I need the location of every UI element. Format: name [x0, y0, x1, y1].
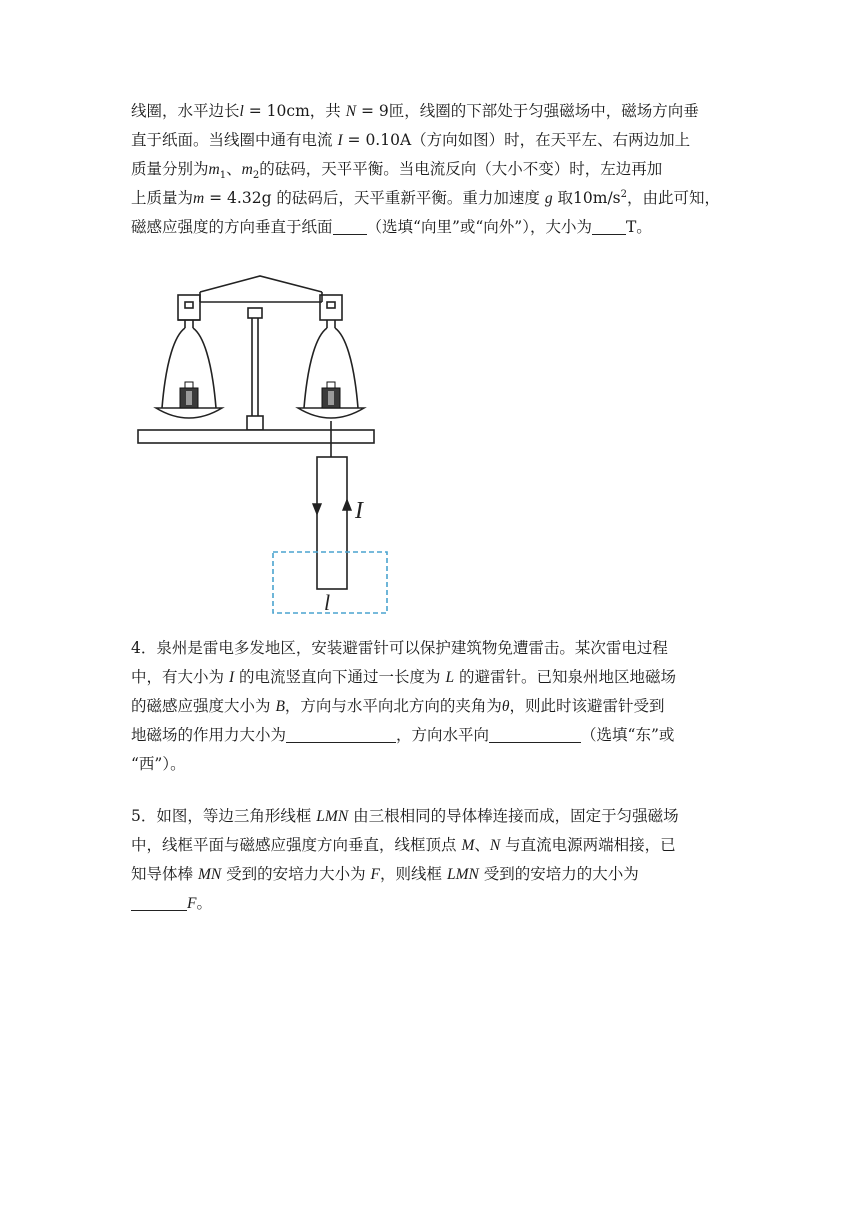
text-run: 质量分别为 — [131, 160, 209, 178]
math-symbol: N — [489, 837, 501, 854]
math-symbol: I — [228, 669, 235, 686]
text-line — [131, 126, 731, 155]
text-run: 磁感应强度的方向垂直于纸面 — [131, 218, 333, 236]
math-symbol: MN — [197, 866, 222, 883]
text-line — [131, 802, 731, 831]
text-line — [131, 213, 731, 242]
text-run: 的磁感应强度大小为 — [131, 697, 276, 715]
text-run: T。 — [625, 218, 652, 236]
question-4-text — [131, 634, 731, 779]
math-symbol: B — [275, 698, 285, 715]
answer-blank — [592, 216, 626, 235]
math-symbol: LMN — [316, 808, 349, 825]
text-line — [131, 155, 731, 184]
answer-blank — [286, 724, 396, 743]
text-line — [131, 634, 731, 663]
text-run: 、 — [226, 160, 242, 178]
answer-blank — [489, 724, 581, 743]
text-run: 受到的安培力大小为 — [221, 865, 371, 883]
right-weight — [322, 382, 340, 408]
answer-blank — [333, 216, 367, 235]
text-run: 由三根相同的导体棒连接而成，固定于匀强磁场 — [348, 807, 679, 825]
text-run: 线圈，水平边长 — [131, 102, 240, 120]
text-run: 的电流竖直向下通过一长度为 — [234, 668, 446, 686]
balance-figure — [130, 270, 390, 620]
length-label: l — [324, 590, 331, 615]
math-symbol: F — [187, 895, 197, 912]
text-run: ，则线框 — [380, 865, 447, 883]
text-run: 的砝码，天平平衡。当电流反向（大小不变）时，左边再加 — [259, 160, 663, 178]
text-line — [131, 721, 731, 750]
text-line — [131, 750, 731, 779]
subscript: 1 — [219, 170, 227, 182]
answer-blank — [131, 892, 187, 911]
text-run: = 4.32g 的砝码后，天平重新平衡。重力加速度 — [204, 189, 545, 207]
text-run: “西”）。 — [131, 755, 186, 773]
superscript: 2 — [620, 188, 628, 200]
math-symbol: L — [445, 669, 455, 686]
text-run: 中，线框平面与磁感应强度方向垂直，线框顶点 — [131, 836, 462, 854]
text-run: 取10m/s — [552, 189, 621, 207]
text-run: 中，有大小为 — [131, 668, 229, 686]
math-symbol: m — [208, 161, 220, 178]
text-line — [131, 889, 731, 918]
subscript: 2 — [252, 170, 260, 182]
text-line — [131, 831, 731, 860]
text-run: 与直流电源两端相接，已 — [500, 836, 676, 854]
question-5-text — [131, 802, 731, 918]
text-run: 的避雷针。已知泉州地区地磁场 — [454, 668, 677, 686]
math-symbol: m — [241, 161, 253, 178]
coil-loop — [317, 457, 347, 589]
base-plate — [138, 430, 374, 443]
text-run: （选填“东”或 — [581, 726, 675, 744]
text-line — [131, 663, 731, 692]
math-symbol: θ — [501, 698, 510, 715]
text-line — [131, 97, 731, 126]
math-symbol: g — [544, 190, 553, 207]
current-label: I — [355, 498, 363, 524]
question-3-text — [131, 97, 731, 242]
text-line — [131, 860, 731, 889]
current-balance-diagram — [130, 270, 390, 620]
center-post — [247, 308, 263, 430]
text-line — [131, 692, 731, 721]
text-run: 4．泉州是雷电多发地区，安装避雷针可以保护建筑物免遭雷击。某次雷电过程 — [131, 639, 668, 657]
text-run: ，则此时该避雷针受到 — [509, 697, 665, 715]
text-run: 。 — [196, 894, 212, 912]
text-run: ，方向水平向 — [396, 726, 490, 744]
text-run: 知导体棒 — [131, 865, 198, 883]
math-symbol: I — [337, 132, 343, 149]
text-run: ，由此可知， — [627, 189, 721, 207]
math-symbol: F — [370, 866, 381, 883]
text-run: 、 — [474, 836, 490, 854]
math-symbol: M — [461, 837, 475, 854]
math-symbol: LMN — [446, 866, 479, 883]
text-line — [131, 184, 731, 213]
text-run: 受到的安培力的大小为 — [478, 865, 639, 883]
math-symbol: l — [239, 103, 244, 120]
text-run: 地磁场的作用力大小为 — [131, 726, 287, 744]
text-run: ，方向与水平向北方向的夹角为 — [284, 697, 502, 715]
text-run: 5．如图，等边三角形线框 — [131, 807, 317, 825]
text-run: 直于纸面。当线圈中通有电流 — [131, 131, 338, 149]
text-run: = 10cm，共 — [243, 102, 346, 120]
text-run: （选填“向里”或“向外”），大小为 — [366, 218, 592, 236]
math-symbol: N — [345, 103, 357, 120]
text-run: 上质量为 — [131, 189, 194, 207]
text-run: = 0.10A（方向如图）时，在天平左、右两边加上 — [342, 131, 691, 149]
text-run: = 9匝，线圈的下部处于匀强磁场中，磁场方向垂 — [356, 102, 699, 120]
left-weight — [180, 382, 198, 408]
math-symbol: m — [193, 190, 205, 207]
